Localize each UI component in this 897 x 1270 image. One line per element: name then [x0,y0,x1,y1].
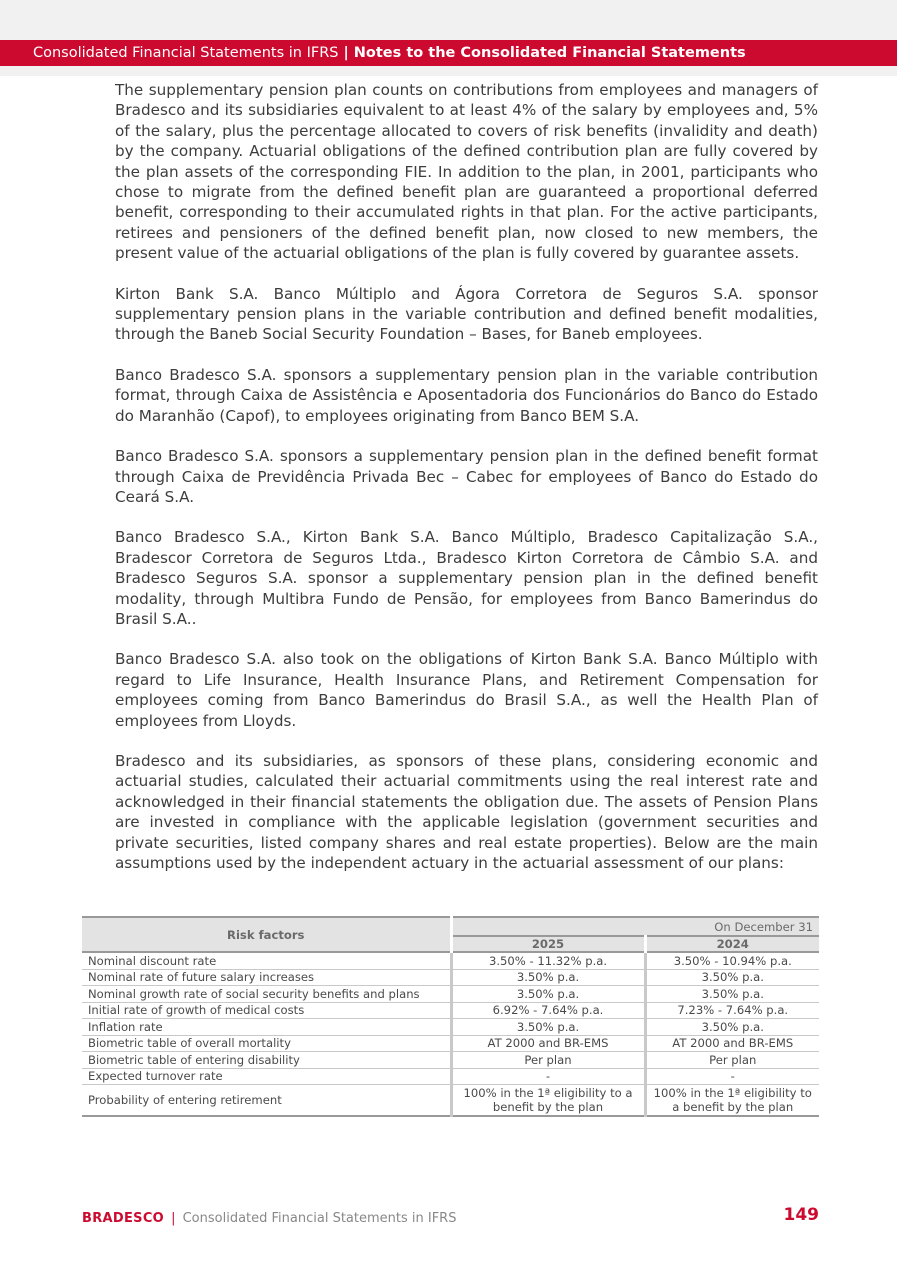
table-row [82,1068,819,1085]
paragraph: Banco Bradesco S.A. sponsors a supplementary pension plan in the variable contribution format, through Caixa de Assistência e Aposentadoria dos Funcionários do Banco do Estado do Maranhão (Capof), to employees originating from Banco BEM S.A. [115,365,818,425]
row-label: Probability of entering retirement [82,1085,451,1117]
value-2024: 3.50% p.a. [645,986,819,1003]
value-2025: 3.50% p.a. [451,969,645,986]
assumptions-table [82,916,819,1117]
header-section-title: Consolidated Financial Statements in IFRS [33,45,339,61]
paragraph: Banco Bradesco S.A., Kirton Bank S.A. Banco Múltiplo, Bradesco Capitalização S.A., Bradescor Corretora de Seguros Ltda., Bradesco Kirton Corretora de Câmbio S.A. and Bradesco Seguros S.A. sponsor a supplementary pension plan in the defined benefit modality, through Multibra Fundo de Pensão, for employees from Banco Bamerindus do Brasil S.A.. [115,528,818,628]
paragraph: Banco Bradesco S.A. also took on the obligations of Kirton Bank S.A. Banco Múltiplo with regard to Life Insurance, Health Insurance Plans, and Retirement Compensation for employees coming from Banco Bamerindus do Brasil S.A., as well the Health Plan of employees from Lloyds. [115,650,818,730]
paragraph: Kirton Bank S.A. Banco Múltiplo and Ágora Corretora de Seguros S.A. sponsor supplementary pension plans in the variable contribution and defined benefit modalities, through the Baneb Social Security Foundation – Bases, for Baneb employees. [115,284,818,344]
row-label: Nominal discount rate [82,952,451,969]
page-header-bar [0,40,897,66]
value-2024: 3.50% p.a. [645,969,819,986]
table-row [82,986,819,1003]
table-row [82,1085,819,1117]
table-row [82,1035,819,1052]
value-2024: AT 2000 and BR-EMS [645,1035,819,1052]
risk-factors-header: Risk factors [82,917,451,952]
header-separator: | [343,45,349,61]
value-2024: Per plan [645,1052,819,1069]
paragraph: Bradesco and its subsidiaries, as sponsors of these plans, considering economic and actuarial studies, calculated their actuarial commitments using the real interest rate and acknowledged in their financial statements the obligation due. The assets of Pension Plans are invested in compliance with the applicable legislation (government securities and private securities, listed company shares and real estate properties). Below are the main assumptions used by the independent actuary in the actuarial assessment of our plans: [115,751,818,872]
period-header: On December 31 [451,917,819,936]
value-2025: - [451,1068,645,1085]
year-header-2025: 2025 [451,936,645,952]
row-label: Nominal rate of future salary increases [82,969,451,986]
page-number: 149 [783,1205,819,1225]
value-2024: 3.50% - 10.94% p.a. [645,952,819,969]
value-2025: 3.50% - 11.32% p.a. [451,952,645,969]
table-row [82,952,819,969]
brand-name: BRADESCO [82,1211,165,1226]
row-label: Biometric table of entering disability [82,1052,451,1069]
body-text [115,80,818,893]
table-row [82,969,819,986]
table-row [82,1052,819,1069]
value-2024: 7.23% - 7.64% p.a. [645,1002,819,1019]
paragraph: The supplementary pension plan counts on contributions from employees and managers of Bradesco and its subsidiaries equivalent to at least 4% of the salary by employees and, 5% of the salary, plus the percentage allocated to covers of risk benefits (invalidity and death) by the company. Actuarial obligations of the defined contribution plan are fully covered by the plan assets of the corresponding FIE. In addition to the plan, in 2001, participants who chose to migrate from the defined benefit plan are guaranteed a proportional deferred benefit, corresponding to their accumulated rights in that plan. For the active participants, retirees and pensioners of the defined benefit plan, now closed to new members, the present value of the actuarial obligations of the plan is fully covered by guarantee assets. [115,81,818,263]
table-header-row [82,917,819,936]
value-2025: 3.50% p.a. [451,986,645,1003]
value-2025: 100% in the 1ª eligibility to a benefit by the plan [451,1085,645,1117]
value-2024: 100% in the 1ª eligibility to a benefit by the plan [645,1085,819,1117]
header-underband [0,66,897,76]
value-2025: AT 2000 and BR-EMS [451,1035,645,1052]
table-row [82,1019,819,1036]
footer-separator: | [171,1211,176,1226]
paragraph: Banco Bradesco S.A. sponsors a supplementary pension plan in the defined benefit format through Caixa de Previdência Privada Bec – Cabec for employees of Banco do Estado do Ceará S.A. [115,447,818,506]
footer-title: Consolidated Financial Statements in IFRS [182,1211,457,1226]
row-label: Inflation rate [82,1019,451,1036]
page-header [0,45,746,61]
row-label: Biometric table of overall mortality [82,1035,451,1052]
page-footer [82,1207,819,1227]
header-chapter-title: Notes to the Consolidated Financial Statements [353,45,746,61]
value-2025: 6.92% - 7.64% p.a. [451,1002,645,1019]
value-2025: 3.50% p.a. [451,1019,645,1036]
row-label: Initial rate of growth of medical costs [82,1002,451,1019]
value-2025: Per plan [451,1052,645,1069]
table-row [82,1002,819,1019]
value-2024: - [645,1068,819,1085]
top-margin [0,0,897,40]
value-2024: 3.50% p.a. [645,1019,819,1036]
row-label: Expected turnover rate [82,1068,451,1085]
row-label: Nominal growth rate of social security benefits and plans [82,986,451,1003]
year-header-2024: 2024 [645,936,819,952]
